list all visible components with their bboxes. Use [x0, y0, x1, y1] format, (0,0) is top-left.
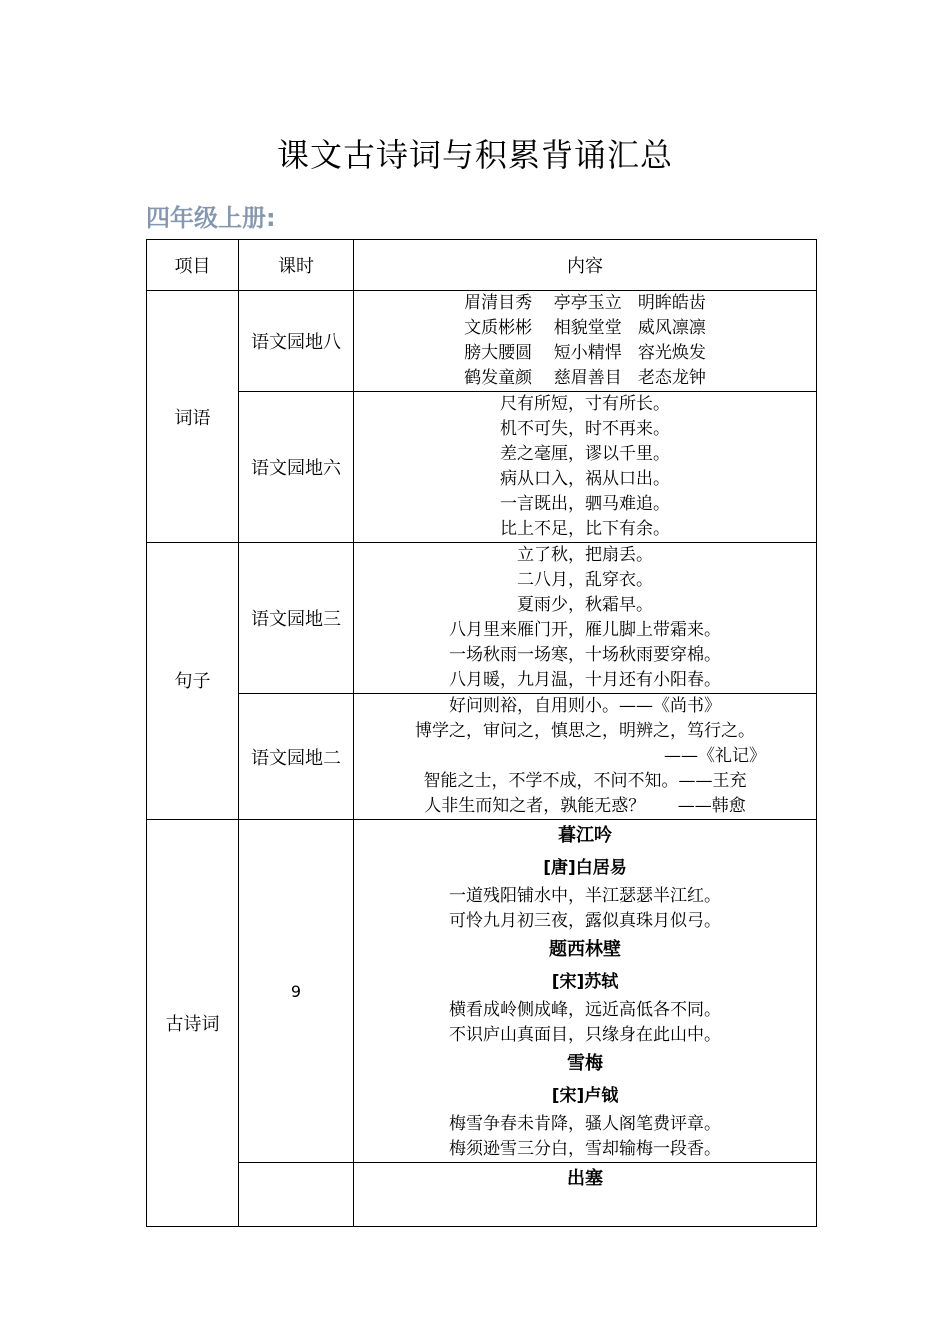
- content-line: 病从口入，祸从口出。: [500, 469, 670, 489]
- content-cell: [354, 291, 817, 392]
- content-line: 一场秋雨一场寒，十场秋雨要穿棉。: [449, 645, 721, 665]
- content-line: 鹤发童颜 慈眉善目 老态龙钟: [464, 368, 706, 388]
- category-poems: 古诗词: [147, 820, 239, 1227]
- recitation-table: [146, 239, 817, 1227]
- table-row: [147, 291, 817, 392]
- lesson-cell: 语文园地三: [239, 543, 354, 694]
- content-line: 比上不足，比下有余。: [500, 519, 670, 539]
- poem-title: 出塞: [567, 1168, 603, 1189]
- lesson-cell: [239, 1163, 354, 1227]
- content-line: 差之毫厘，谬以千里。: [500, 444, 670, 464]
- content-line: 机不可失，时不再来。: [500, 419, 670, 439]
- content-cell: [354, 392, 817, 543]
- poem-line: 一道残阳铺水中，半江瑟瑟半江红。: [449, 886, 721, 906]
- category-words: 词语: [147, 291, 239, 543]
- lesson-cell: 语文园地六: [239, 392, 354, 543]
- poem-line: 可怜九月初三夜，露似真珠月似弓。: [449, 911, 721, 931]
- poem-line: 梅雪争春未肯降，骚人阁笔费评章。: [449, 1114, 721, 1134]
- grade-heading: 四年级上册:: [146, 204, 276, 232]
- table-row: [147, 392, 817, 543]
- content-cell: [354, 1163, 817, 1227]
- content-line: 八月里来雁门开，雁儿脚上带霜来。: [449, 620, 721, 640]
- header-lesson: 课时: [239, 240, 354, 291]
- header-content: 内容: [354, 240, 817, 291]
- content-line: 好问则裕，自用则小。——《尚书》: [449, 696, 721, 716]
- poem-line: 梅须逊雪三分白，雪却输梅一段香。: [449, 1139, 721, 1159]
- content-cell: [354, 694, 817, 820]
- content-line: 一言既出，驷马难追。: [500, 494, 670, 514]
- poem-author: [宋]卢钺: [551, 1086, 619, 1106]
- poem-line: 横看成岭侧成峰，远近高低各不同。: [449, 1000, 721, 1020]
- poem-author: [唐]白居易: [543, 858, 627, 878]
- content-line: ——《礼记》: [664, 746, 766, 766]
- content-cell: [354, 820, 817, 1163]
- lesson-cell: 语文园地八: [239, 291, 354, 392]
- content-line: 人非生而知之者，孰能无惑？ ——韩愈: [424, 796, 746, 816]
- content-line: 尺有所短，寸有所长。: [500, 394, 670, 414]
- lesson-cell: 语文园地二: [239, 694, 354, 820]
- content-line: 眉清目秀 亭亭玉立 明眸皓齿: [464, 293, 706, 313]
- lesson-cell: 9: [239, 820, 354, 1163]
- category-sentences: 句子: [147, 543, 239, 820]
- content-line: 博学之，审问之，慎思之，明辨之，笃行之。: [415, 721, 755, 741]
- poem-line: 不识庐山真面目，只缘身在此山中。: [449, 1025, 721, 1045]
- content-cell: [354, 543, 817, 694]
- content-line: 二八月，乱穿衣。: [517, 570, 653, 590]
- content-line: 智能之士，不学不成，不问不知。——王充: [423, 771, 747, 791]
- content-line: 立了秋，把扇丢。: [517, 545, 653, 565]
- content-line: 膀大腰圆 短小精悍 容光焕发: [464, 343, 706, 363]
- content-line: 夏雨少，秋霜早。: [517, 595, 653, 615]
- poem-title: 题西林壁: [549, 939, 621, 960]
- header-item: 项目: [147, 240, 239, 291]
- table-row: [147, 694, 817, 820]
- table-row: [147, 1163, 817, 1227]
- content-line: 八月暖，九月温，十月还有小阳春。: [449, 670, 721, 690]
- page-title: 课文古诗词与积累背诵汇总: [276, 136, 673, 174]
- header-row: [147, 240, 817, 291]
- table-row: [147, 543, 817, 694]
- poem-title: 雪梅: [567, 1053, 603, 1074]
- poem-author: [宋]苏轼: [551, 972, 619, 992]
- poem-title: 暮江吟: [558, 825, 612, 846]
- table-row: [147, 820, 817, 1163]
- content-line: 文质彬彬 相貌堂堂 威风凛凛: [464, 318, 706, 338]
